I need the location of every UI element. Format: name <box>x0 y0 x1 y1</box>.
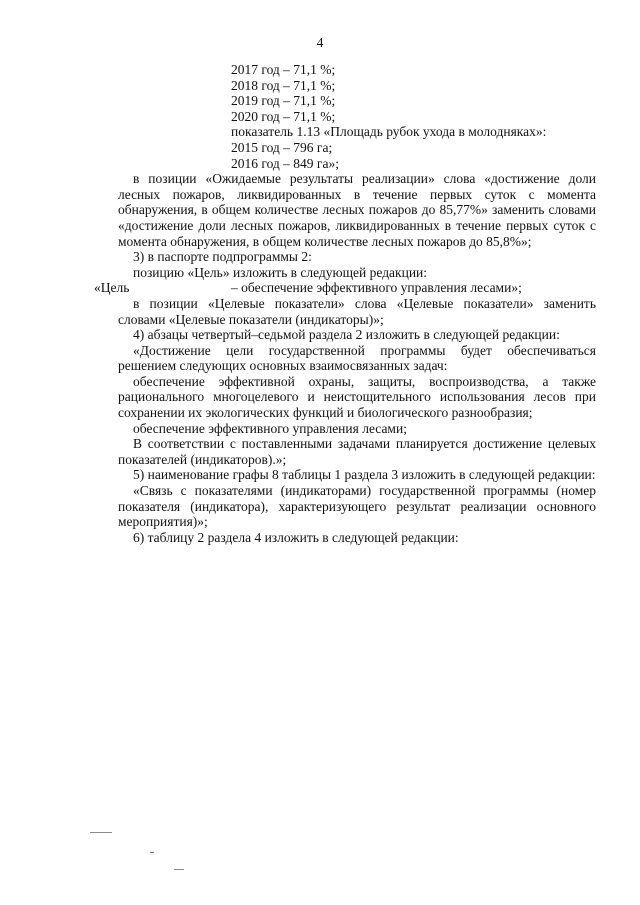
scan-speck <box>90 832 112 833</box>
list-line: 2016 год – 849 га»; <box>231 155 339 171</box>
results-para-line: в позиции «Ожидаемые результаты реализации» слова «достижение доли <box>133 171 596 187</box>
item-4: 4) абзацы четвертый–седьмой раздела 2 изложить в следующей редакции: <box>133 327 560 343</box>
scan-speck <box>174 869 184 870</box>
goal-position: позицию «Цель» изложить в следующей редакции: <box>133 264 428 280</box>
quote-paragraph: «Достижение цели государственной программы будет обеспечиваться решением следующих основных взаимосвязанных задач: <box>118 342 596 374</box>
indicator-heading: показатель 1.13 «Площадь рубок ухода в молодняках»: <box>231 124 547 140</box>
goal-row <box>94 280 596 296</box>
goal-label: «Цель <box>94 280 130 296</box>
targets-para-line: в позиции «Целевые показатели» слова «Целевые показатели» заменить <box>133 295 596 311</box>
list-line: 2018 год – 71,1 %; <box>231 77 336 93</box>
page-number: 4 <box>316 35 324 50</box>
targets-para-line: словами «Целевые показатели (индикаторы)»; <box>118 311 384 327</box>
list-line: 2017 год – 71,1 %; <box>231 62 336 77</box>
document-body <box>94 62 596 545</box>
results-para-line: обнаружения, в общем количестве лесных пожаров до 85,77%» заменить словами <box>118 202 596 218</box>
list-line: 2020 год – 71,1 %; <box>231 108 336 124</box>
results-para-line: лесных пожаров, ликвидированных в течение первых суток с момента <box>118 186 596 202</box>
list-line: 2019 год – 71,1 %; <box>231 93 336 109</box>
item-6: 6) таблицу 2 раздела 4 изложить в следующей редакции: <box>133 529 459 545</box>
list-line: 2015 год – 796 га; <box>231 139 333 155</box>
results-para-line: момента обнаружения, в общем количестве лесных пожаров до 85,8%»; <box>118 233 532 249</box>
goal-value: – обеспечение эффективного управления лесами»; <box>231 280 522 296</box>
quote-paragraph: обеспечение эффективного управления лесами; <box>133 420 407 436</box>
quote-paragraph: обеспечение эффективной охраны, защиты, воспроизводства, а также рационального многоцелевого и неистощительного использования лесов при сохранении их экологических функций и биологического разнообразия; <box>118 373 596 421</box>
results-para-line: «достижение доли лесных пожаров, ликвидированных в течение первых суток с <box>118 217 596 233</box>
item-5: 5) наименование графы 8 таблицы 1 раздела 3 изложить в следующей редакции: <box>133 467 596 483</box>
quote-paragraph: В соответствии с поставленными задачами планируется достижение целевых показателей (индикаторов).»; <box>118 436 596 467</box>
scan-speck <box>150 852 154 853</box>
item-3: 3) в паспорте подпрограммы 2: <box>133 249 312 265</box>
quote-paragraph: «Связь с показателями (индикаторами) государственной программы (номер показателя (индикатора), характеризующего результат реализации основного мероприятия)»; <box>118 483 596 530</box>
